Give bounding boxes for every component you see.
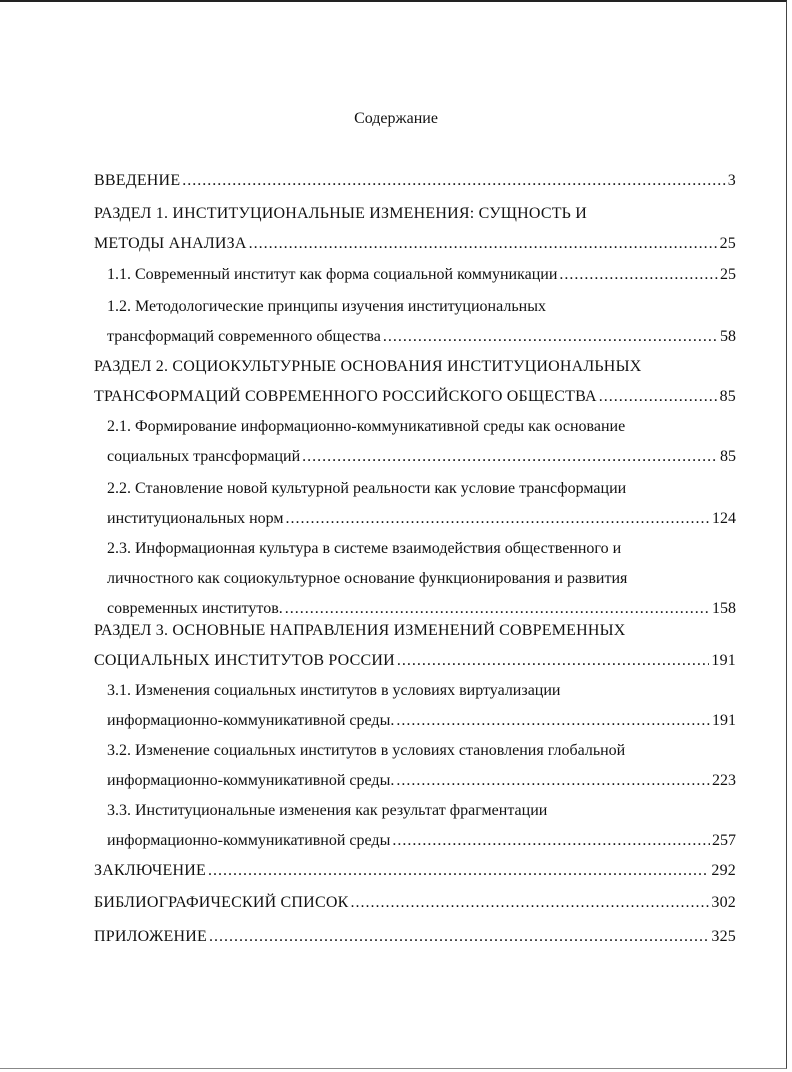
toc-entry-line [107, 826, 736, 856]
dot-leader [302, 442, 718, 472]
toc-entry-line: 2.3. Информационная культура в системе взаимодействия общественного и [107, 540, 622, 557]
toc-entry-line: 3.1. Изменения социальных институтов в условиях виртуализации [107, 682, 561, 699]
toc-page-number: 25 [719, 235, 736, 252]
dot-leader [249, 229, 718, 259]
dot-leader [182, 166, 726, 196]
toc-entry-bibliography[interactable] [94, 888, 736, 918]
toc-entry-line [94, 166, 736, 196]
toc-entry-line: 3.3. Институциональные изменения как результат фрагментации [107, 802, 548, 819]
toc-entry-text: ЗАКЛЮЧЕНИЕ [94, 862, 206, 879]
toc-entry-line [94, 888, 736, 918]
toc-page-number: 302 [711, 894, 736, 911]
dot-leader [209, 922, 709, 952]
toc-entry-text: ТРАНСФОРМАЦИЙ СОВРЕМЕННОГО РОССИЙСКОГО ОБЩЕСТВА [94, 388, 597, 405]
toc-page-number: 85 [720, 448, 736, 465]
toc-entry-line [107, 766, 736, 796]
toc-page-number: 124 [712, 510, 736, 527]
toc-entry-3-3[interactable] [107, 796, 736, 856]
toc-entry-text: ВВЕДЕНИЕ [94, 172, 181, 189]
toc-entry-2-2[interactable] [107, 474, 736, 534]
toc-entry-text: ПРИЛОЖЕНИЕ [94, 928, 208, 945]
toc-entry-section-3[interactable] [94, 616, 736, 676]
toc-entry-1-1[interactable] [107, 260, 736, 290]
toc-entry-line [94, 382, 736, 412]
toc-entry-line [94, 922, 736, 952]
dot-leader [599, 382, 718, 412]
toc-entry-text: социальных трансформаций [107, 448, 301, 465]
toc-entry-text: СОЦИАЛЬНЫХ ИНСТИТУТОВ РОССИИ [94, 652, 395, 669]
toc-page-number: 191 [712, 712, 736, 729]
toc-page-number: 191 [711, 652, 736, 669]
toc-page-number: 25 [720, 266, 736, 283]
toc-page-number: 257 [712, 832, 736, 849]
toc-entry-3-1[interactable] [107, 676, 736, 736]
toc-entry-appendix[interactable] [94, 922, 736, 952]
toc-page-number: 85 [719, 388, 736, 405]
dot-leader [396, 766, 710, 796]
toc-entry-line [94, 856, 736, 886]
dot-leader [286, 504, 710, 534]
toc-page-number: 325 [711, 928, 736, 945]
toc-entry-line: РАЗДЕЛ 2. СОЦИОКУЛЬТУРНЫЕ ОСНОВАНИЯ ИНСТИТУЦИОНАЛЬНЫХ [94, 358, 642, 375]
dot-leader [208, 856, 709, 886]
toc-entry-line: РАЗДЕЛ 3. ОСНОВНЫЕ НАПРАВЛЕНИЯ ИЗМЕНЕНИЙ СОВРЕМЕННЫХ [94, 622, 626, 639]
toc-entry-line [107, 322, 736, 352]
toc-entry-2-3[interactable] [107, 534, 736, 624]
toc-page-number: 158 [712, 600, 736, 617]
toc-entry-text: информационно-коммуникативной среды. [107, 772, 395, 789]
toc-entry-line [107, 706, 736, 736]
toc-page-number: 223 [712, 772, 736, 789]
toc-title: Содержание [354, 110, 438, 127]
toc-entry-text: современных институтов. [107, 600, 283, 617]
toc-page-number: 3 [727, 172, 736, 189]
toc-page-number: 292 [711, 862, 736, 879]
dot-leader [392, 826, 710, 856]
dot-leader [396, 706, 710, 736]
toc-entry-introduction[interactable] [94, 166, 736, 196]
toc-entry-text: институциональных норм [107, 510, 284, 527]
toc-entry-line [94, 646, 736, 676]
toc-entry-line [94, 229, 736, 259]
toc-entry-line: 3.2. Изменение социальных институтов в условиях становления глобальной [107, 742, 626, 759]
toc-entry-line [107, 442, 736, 472]
toc-entry-line: 2.2. Становление новой культурной реальности как условие трансформации [107, 480, 627, 497]
toc-entry-line [107, 260, 736, 290]
toc-entry-text: информационно-коммуникативной среды [107, 832, 391, 849]
toc-entry-text: 1.1. Современный институт как форма социальной коммуникации [107, 266, 558, 283]
toc-entry-section-1[interactable] [94, 199, 736, 259]
toc-entry-line: личностного как социокультурное основание функционирования и развития [107, 570, 628, 587]
dot-leader [383, 322, 718, 352]
dot-leader [559, 260, 718, 290]
toc-entry-line: РАЗДЕЛ 1. ИНСТИТУЦИОНАЛЬНЫЕ ИЗМЕНЕНИЯ: СУЩНОСТЬ И [94, 205, 588, 222]
toc-entry-text: трансформаций современного общества [107, 328, 381, 345]
toc-entry-text: информационно-коммуникативной среды. [107, 712, 395, 729]
toc-entry-section-2[interactable] [94, 352, 736, 412]
toc-entry-conclusion[interactable] [94, 856, 736, 886]
toc-page-number: 58 [720, 328, 736, 345]
toc-entry-line: 2.1. Формирование информационно-коммуникативной среды как основание [107, 418, 626, 435]
toc-entry-text: МЕТОДЫ АНАЛИЗА [94, 235, 247, 252]
dot-leader [397, 646, 710, 676]
toc-entry-2-1[interactable] [107, 412, 736, 472]
toc-entry-1-2[interactable] [107, 292, 736, 352]
toc-entry-line [107, 504, 736, 534]
toc-entry-line: 1.2. Методологические принципы изучения институциональных [107, 298, 546, 315]
toc-entry-text: БИБЛИОГРАФИЧЕСКИЙ СПИСОК [94, 894, 349, 911]
table-of-contents [0, 150, 792, 990]
toc-entry-3-2[interactable] [107, 736, 736, 796]
dot-leader [350, 888, 709, 918]
